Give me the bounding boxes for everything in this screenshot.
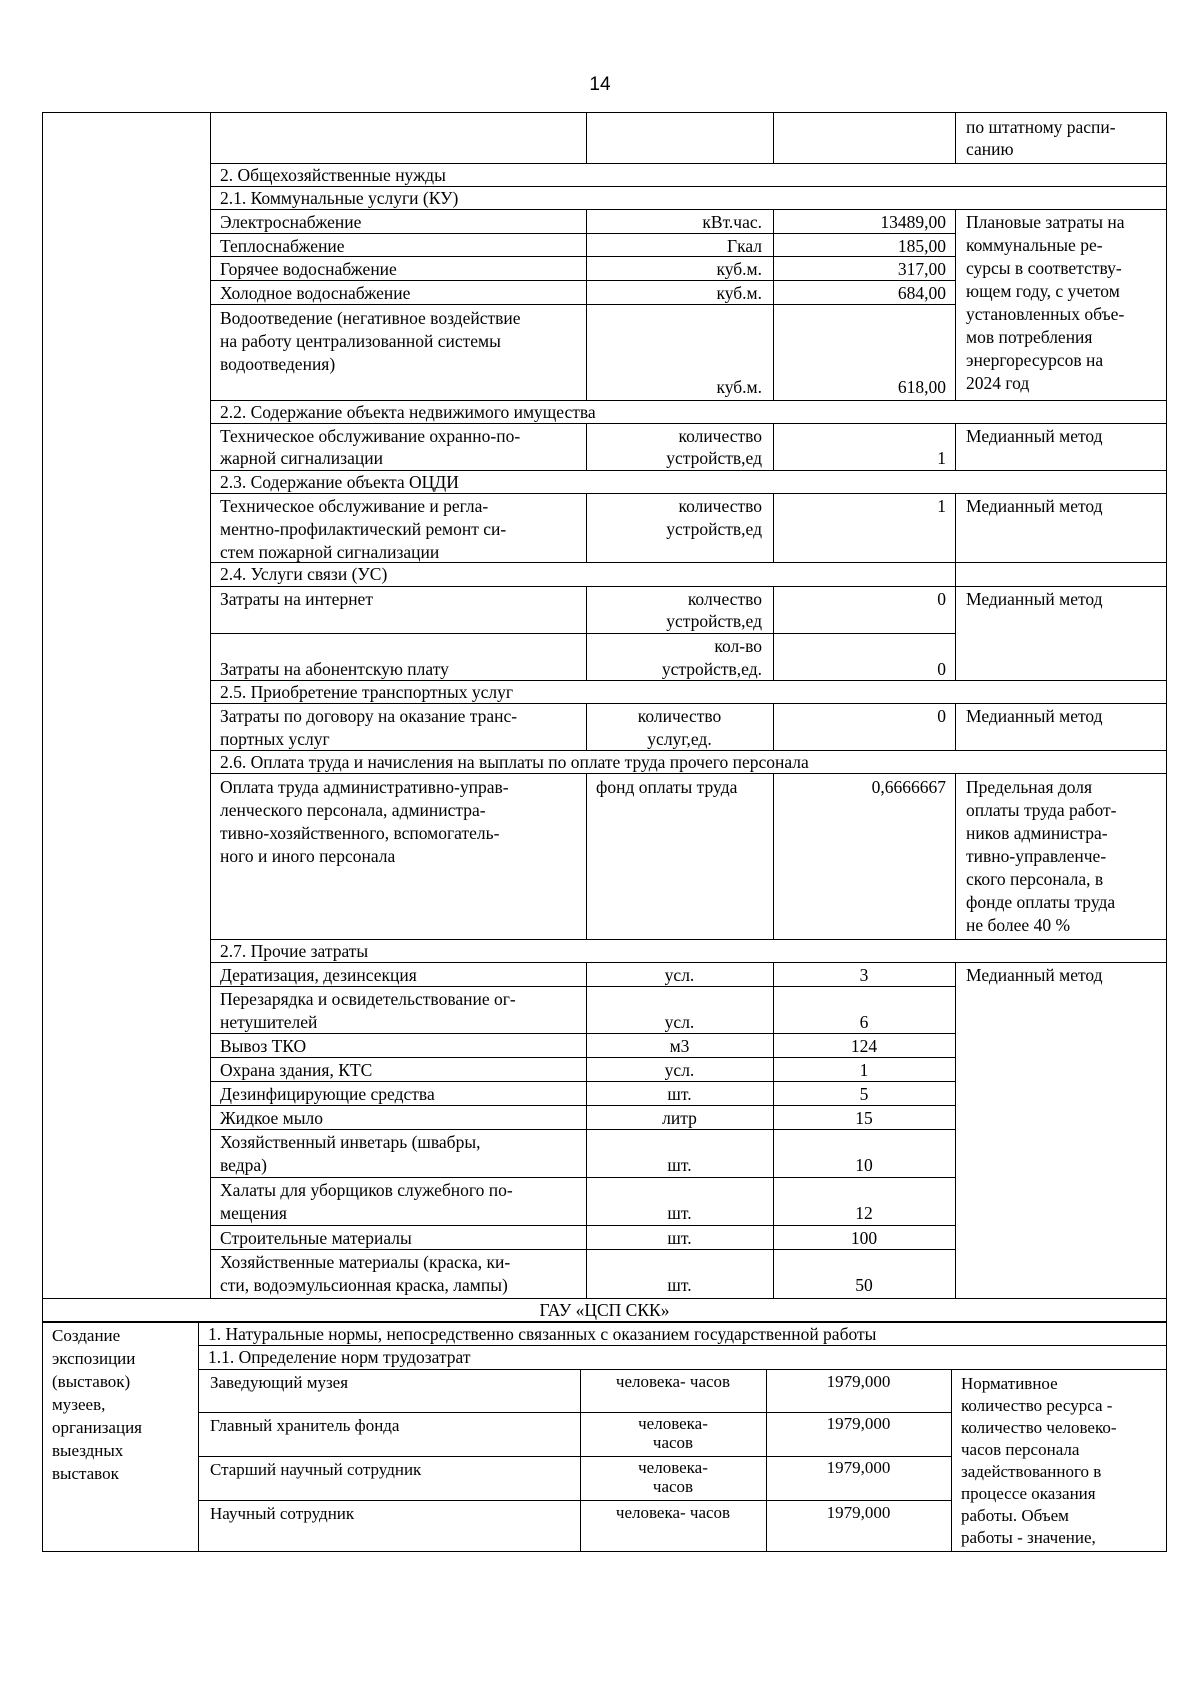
s26-name-line: тивно-хозяйственного, вспомогатель- <box>220 823 500 843</box>
s27-row-unit: шт. <box>667 1228 692 1248</box>
labor-note-line: процессе оказания <box>961 1484 1096 1503</box>
ku-row-value: 185,00 <box>897 236 946 256</box>
ku-row-name-line: на работу централизованной системы <box>220 331 501 351</box>
s27-row-name-line: сти, водоэмульсионная краска, лампы) <box>220 1275 508 1295</box>
work-name-line: экспозиции <box>52 1349 136 1368</box>
labor-note-line: часов персонала <box>961 1440 1080 1459</box>
s27-row-name-line: ведра) <box>220 1155 267 1175</box>
s26-name-line: Оплата труда административно-управ- <box>220 777 509 797</box>
section-2-4-title: 2.4. Услуги связи (УС) <box>220 564 388 584</box>
s27-row-unit: усл. <box>664 1060 695 1080</box>
s27-row-unit: шт. <box>667 1203 692 1223</box>
s24-row-unit-line: устройств,ед. <box>661 659 762 679</box>
ku-row-value: 618,00 <box>897 377 946 397</box>
labor-row-unit-line: человека- <box>638 1414 708 1433</box>
s23-name-line: Техническое обслуживание и регла- <box>220 496 489 516</box>
s23-unit-line: устройств,ед <box>666 519 762 539</box>
s27-row-name: Жидкое мыло <box>220 1108 323 1128</box>
labor-row-name: Научный сотрудник <box>210 1504 355 1523</box>
s24-row-unit-line: колчество <box>687 589 762 609</box>
s27-row-name: Охрана здания, КТС <box>220 1060 373 1080</box>
ku-note-line: сурсы в соответству- <box>966 258 1122 278</box>
s25-unit-line: услуг,ед. <box>647 729 712 749</box>
section-2-5-title: 2.5. Приобретение транспортных услуг <box>220 682 514 702</box>
s23-name-line: стем пожарной сигнализации <box>220 542 440 562</box>
labor-note-line: работы. Объем <box>961 1506 1069 1525</box>
ku-note-line: установленных объе- <box>966 304 1125 324</box>
s27-row-value: 6 <box>859 1012 869 1032</box>
section-2-7-title: 2.7. Прочие затраты <box>220 941 369 961</box>
ku-note-line: мов потребления <box>966 327 1093 347</box>
labor-note-line: Нормативное <box>961 1374 1058 1393</box>
s25-value: 0 <box>937 706 946 726</box>
s27-row-value: 3 <box>859 965 869 985</box>
s25-note: Медианный метод <box>966 706 1103 726</box>
section-2-3-title: 2.3. Содержание объекта ОЦДИ <box>220 472 459 492</box>
labor-row-value: 1979,000 <box>826 1458 891 1477</box>
s22-value: 1 <box>937 448 946 468</box>
s26-unit: фонд оплаты труда <box>596 777 738 797</box>
s27-row-value: 100 <box>850 1228 878 1248</box>
labor-row-name: Старший научный сотрудник <box>210 1460 422 1479</box>
work-name-line: музеев, <box>52 1395 106 1414</box>
section-2-6-title: 2.6. Оплата труда и начисления на выплаты по оплате труда прочего персонала <box>220 752 809 772</box>
s27-row-value: 124 <box>850 1036 878 1056</box>
s26-note-line: оплаты труда работ- <box>966 800 1117 820</box>
s26-name-line: ленческого персонала, администра- <box>220 800 486 820</box>
labor-row-unit-line: часов <box>652 1477 694 1496</box>
ku-row-unit: кВт.час. <box>702 212 762 232</box>
work-name-line: выездных <box>52 1441 124 1460</box>
s26-name-line: ного и иного персонала <box>220 846 396 866</box>
work-name-line: (выставок) <box>52 1372 131 1391</box>
labor-row-value: 1979,000 <box>826 1372 891 1391</box>
labor-note-line: задействованного в <box>961 1462 1102 1481</box>
section-2-2-title: 2.2. Содержание объекта недвижимого имущества <box>220 402 596 422</box>
labor-row-unit-line: человека- часов <box>615 1503 731 1522</box>
ku-note-line: энергоресурсов на <box>966 350 1104 370</box>
s26-note-line: Предельная доля <box>966 777 1093 797</box>
ku-note-line: коммунальные ре- <box>966 235 1103 255</box>
ku-row-name: Холодное водоснабжение <box>220 283 411 303</box>
s27-row-name-line: мещения <box>220 1203 287 1223</box>
ku-row-unit: куб.м. <box>716 377 762 397</box>
page-number: 14 <box>589 74 611 95</box>
s27-row-name: Вывоз ТКО <box>220 1036 307 1056</box>
s23-value: 1 <box>937 496 946 516</box>
s27-row-unit: м3 <box>669 1036 690 1056</box>
work-name-line: выставок <box>52 1464 119 1483</box>
ku-row-name-line: водоотведения) <box>220 354 336 374</box>
s26-note-line: ского персонала, в <box>966 869 1104 889</box>
s25-name-line: портных услуг <box>220 729 330 749</box>
labor-row-name: Главный хранитель фонда <box>210 1416 400 1435</box>
ku-row-name: Электроснабжение <box>220 212 362 232</box>
s27-row-name-line: Хозяйственные материалы (краска, ки- <box>220 1252 511 1272</box>
work-name-line: организация <box>52 1418 142 1437</box>
labor-row-value: 1979,000 <box>826 1414 891 1433</box>
ku-row-unit: куб.м. <box>716 259 762 279</box>
s24-row-unit-line: устройств,ед <box>666 611 762 631</box>
s27-row-unit: литр <box>662 1108 697 1128</box>
s24-row-name: Затраты на интернет <box>220 589 373 609</box>
s27-row-unit: усл. <box>664 1012 695 1032</box>
s24-note: Медианный метод <box>966 589 1103 609</box>
s27-row-value: 1 <box>859 1060 869 1080</box>
s27-row-value: 15 <box>855 1108 873 1128</box>
continued-note-line-1: по штатному распи- <box>966 117 1116 137</box>
labor-note-line: работы - значение, <box>961 1528 1096 1547</box>
s23-note: Медианный метод <box>966 496 1103 516</box>
s23-name-line: ментно-профилактический ремонт си- <box>220 519 507 539</box>
s27-row-name-line: нетушителей <box>220 1012 318 1032</box>
s24-row-name: Затраты на абонентскую плату <box>220 659 449 679</box>
ku-row-name: Теплоснабжение <box>220 236 345 256</box>
section-1-1-title: 1.1. Определение норм трудозатрат <box>208 1347 471 1367</box>
s27-row-name-line: Перезарядка и освидетельствование ог- <box>220 989 516 1009</box>
s26-note-line: ников администра- <box>966 823 1108 843</box>
s26-note-line: не более 40 % <box>966 915 1071 935</box>
s27-row-name-line: Хозяйственный инветарь (швабры, <box>220 1132 481 1152</box>
s22-unit-line: устройств,ед <box>666 448 762 468</box>
s27-row-unit: шт. <box>667 1275 692 1295</box>
s23-unit-line: количество <box>678 496 762 516</box>
s22-unit-line: количество <box>678 426 762 446</box>
s27-row-name-line: Халаты для уборщиков служебного по- <box>220 1180 513 1200</box>
s26-note-line: тивно-управленче- <box>966 846 1107 866</box>
s27-row-unit: шт. <box>667 1155 692 1175</box>
labor-note-line: количество человеко- <box>961 1418 1117 1437</box>
s24-row-value: 0 <box>937 659 946 679</box>
s22-note: Медианный метод <box>966 426 1103 446</box>
s25-name-line: Затраты по договору на оказание транс- <box>220 706 518 726</box>
s27-row-name: Строительные материалы <box>220 1228 412 1248</box>
labor-row-unit-line: человека- часов <box>615 1372 731 1391</box>
s24-row-value: 0 <box>937 589 946 609</box>
ku-note-line: Плановые затраты на <box>966 212 1125 232</box>
s27-row-name: Дератизация, дезинсекция <box>220 965 417 985</box>
s22-name-line: Техническое обслуживание охранно-по- <box>220 426 521 446</box>
ku-row-value: 13489,00 <box>880 212 946 232</box>
s27-note: Медианный метод <box>966 965 1103 985</box>
org-title: ГАУ «ЦСП СКК» <box>539 1300 670 1320</box>
labor-row-unit-line: человека- <box>638 1458 708 1477</box>
labor-row-name: Заведующий музея <box>210 1373 349 1392</box>
group-2-title: 2. Общехозяйственные нужды <box>220 165 446 185</box>
s27-row-value: 50 <box>855 1275 873 1295</box>
labor-row-unit-line: часов <box>652 1433 694 1452</box>
ku-row-unit: Гкал <box>726 236 762 256</box>
s26-note-line: фонде оплаты труда <box>966 892 1116 912</box>
s27-row-name: Дезинфицирующие средства <box>220 1084 435 1104</box>
ku-row-name-line: Водоотведение (негативное воздействие <box>220 308 521 328</box>
s22-name-line: жарной сигнализации <box>220 448 383 468</box>
s27-row-value: 5 <box>859 1084 869 1104</box>
ku-row-unit: куб.м. <box>716 283 762 303</box>
labor-note-line: количество ресурса - <box>961 1396 1113 1415</box>
group-1-title: 1. Натуральные нормы, непосредственно связанных с оказанием государственной работы <box>208 1324 877 1344</box>
s25-unit-line: количество <box>637 706 722 726</box>
ku-note-line: 2024 год <box>966 373 1030 393</box>
s26-value: 0,6666667 <box>871 777 946 797</box>
s27-row-value: 10 <box>855 1155 873 1175</box>
s27-row-unit: шт. <box>667 1084 692 1104</box>
ku-note-line: ющем году, с учетом <box>966 281 1120 301</box>
work-name-line: Создание <box>52 1326 121 1345</box>
continued-note-line-2: санию <box>966 139 1014 159</box>
s27-row-value: 12 <box>855 1203 873 1223</box>
section-2-1-title: 2.1. Коммунальные услуги (КУ) <box>220 188 459 208</box>
ku-row-name: Горячее водоснабжение <box>220 259 397 279</box>
s27-row-unit: усл. <box>664 965 695 985</box>
s24-row-unit-line: кол-во <box>714 636 762 656</box>
labor-row-value: 1979,000 <box>826 1503 891 1522</box>
ku-row-value: 684,00 <box>897 283 946 303</box>
ku-row-value: 317,00 <box>897 259 946 279</box>
